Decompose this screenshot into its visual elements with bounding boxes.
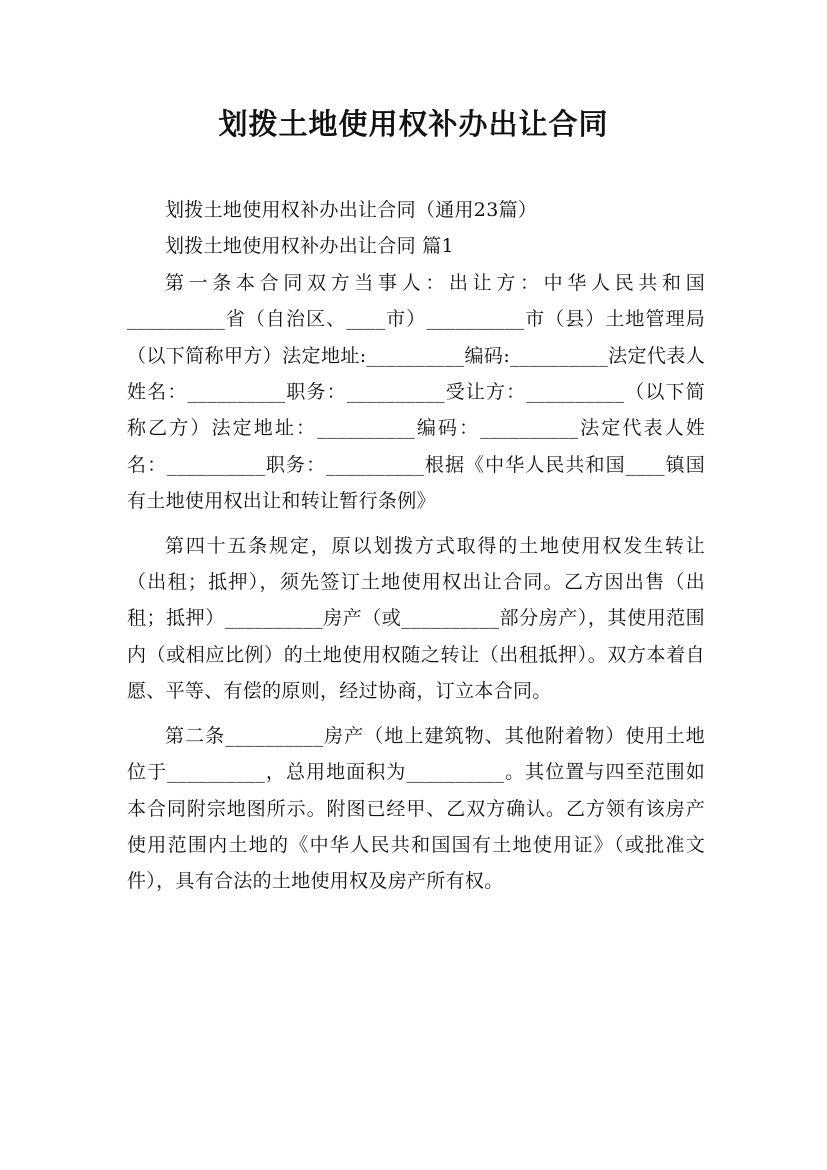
article-45-paragraph: 第四十五条规定，原以划拨方式取得的土地使用权发生转让（出租；抵押），须先签订土地使用权出让合同。乙方因出售（出租；抵押）__________房产（或__________部分房产），其使用范围内（或相应比例）的土地使用权随之转让（出租抵押）。双方本着自愿、平等、有偿的原则，经过协商，订立本合同。	[127, 534, 705, 703]
article-1-paragraph: 第一条本合同双方当事人：出让方：中华人民共和国__________省（自治区、____市）__________市（县）土地管理局（以下简称甲方）法定地址:__________编码:__________法定代表人姓名：__________职务：__________受让方：__________（以下简称乙方）法定地址：__________编码：__________法定代表人姓名：__________职务：__________根据《中华人民共和国____镇国有土地使用权出让和转让暂行条例》	[127, 271, 705, 513]
article-2-paragraph: 第二条__________房产（地上建筑物、其他附着物）使用土地位于__________，总用地面积为__________。其位置与四至范围如本合同附宗地图所示。附图已经甲、乙双方确认。乙方领有该房产使用范围内土地的《中华人民共和国国有土地使用证》（或批准文件），具有合法的土地使用权及房产所有权。	[127, 724, 705, 893]
section-heading: 划拨土地使用权补办出让合同 篇1	[165, 235, 454, 258]
document-title: 划拨土地使用权补办出让合同	[218, 107, 609, 141]
document-body	[127, 192, 705, 900]
subtitle-line: 划拨土地使用权补办出让合同（通用23篇）	[165, 199, 538, 221]
